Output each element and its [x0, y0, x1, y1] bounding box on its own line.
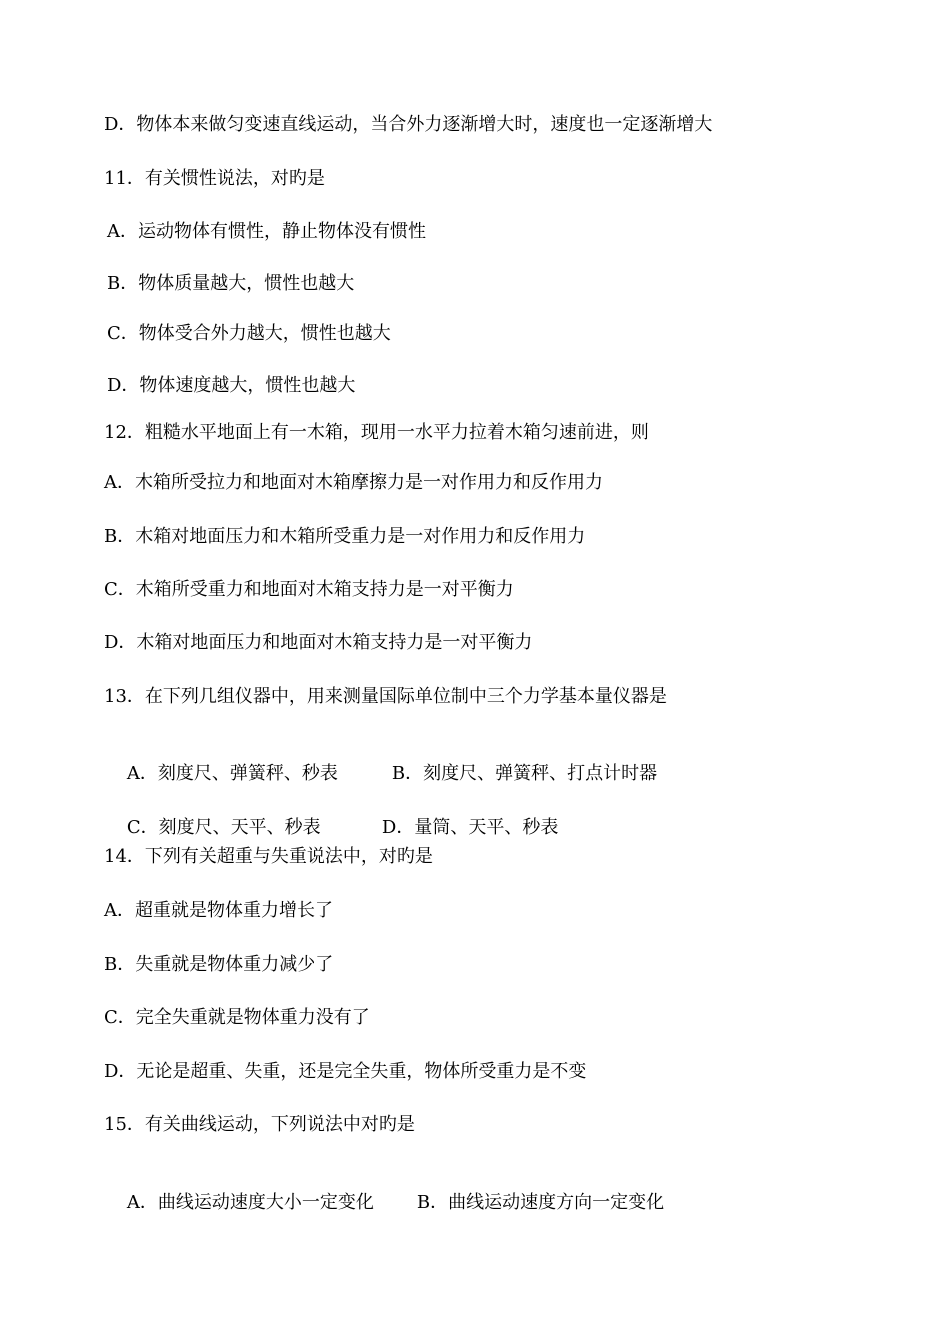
- q14-option-c: C．完全失重就是物体重力没有了: [104, 1007, 370, 1028]
- q13-option-a: A．刻度尺、弹簧秤、秒表: [126, 763, 338, 784]
- q14-option-d: D．无论是超重、失重，还是完全失重，物体所受重力是不变: [104, 1061, 587, 1082]
- q13-option-c: C．刻度尺、天平、秒表: [126, 817, 321, 838]
- q15-option-a: A．曲线运动速度大小一定变化: [126, 1192, 374, 1213]
- q12-option-a: A．木箱所受拉力和地面对木箱摩擦力是一对作用力和反作用力: [104, 472, 603, 493]
- q15-stem: 15．有关曲线运动，下列说法中对旳是: [104, 1114, 415, 1135]
- q13-option-b: B．刻度尺、弹簧秤、打点计时器: [391, 763, 658, 784]
- q11-option-b: B．物体质量越大，惯性也越大: [107, 273, 355, 294]
- q10-option-d: D．物体本来做匀变速直线运动，当合外力逐渐增大时，速度也一定逐渐增大: [104, 114, 713, 135]
- q13-option-d: D．量筒、天平、秒表: [381, 817, 559, 838]
- q11-stem: 11．有关惯性说法，对旳是: [104, 168, 325, 189]
- q11-option-d: D．物体速度越大，惯性也越大: [107, 375, 356, 396]
- q12-stem: 12．粗糙水平地面上有一木箱，现用一水平力拉着木箱匀速前进，则: [104, 422, 649, 443]
- q14-option-a: A．超重就是物体重力增长了: [104, 900, 333, 921]
- q14-option-b: B．失重就是物体重力减少了: [104, 954, 334, 975]
- q11-option-c: C．物体受合外力越大，惯性也越大: [107, 323, 391, 344]
- q11-option-a: A．运动物体有惯性，静止物体没有惯性: [107, 221, 426, 242]
- q12-option-d: D．木箱对地面压力和地面对木箱支持力是一对平衡力: [104, 632, 533, 653]
- q12-option-c: C．木箱所受重力和地面对木箱支持力是一对平衡力: [104, 579, 514, 600]
- q15-option-b: B．曲线运动速度方向一定变化: [416, 1192, 665, 1213]
- q15-options-row: [104, 1167, 664, 1239]
- q14-stem: 14．下列有关超重与失重说法中，对旳是: [104, 846, 433, 867]
- q12-option-b: B．木箱对地面压力和木箱所受重力是一对作用力和反作用力: [104, 526, 586, 547]
- q13-stem: 13．在下列几组仪器中，用来测量国际单位制中三个力学基本量仪器是: [104, 686, 667, 707]
